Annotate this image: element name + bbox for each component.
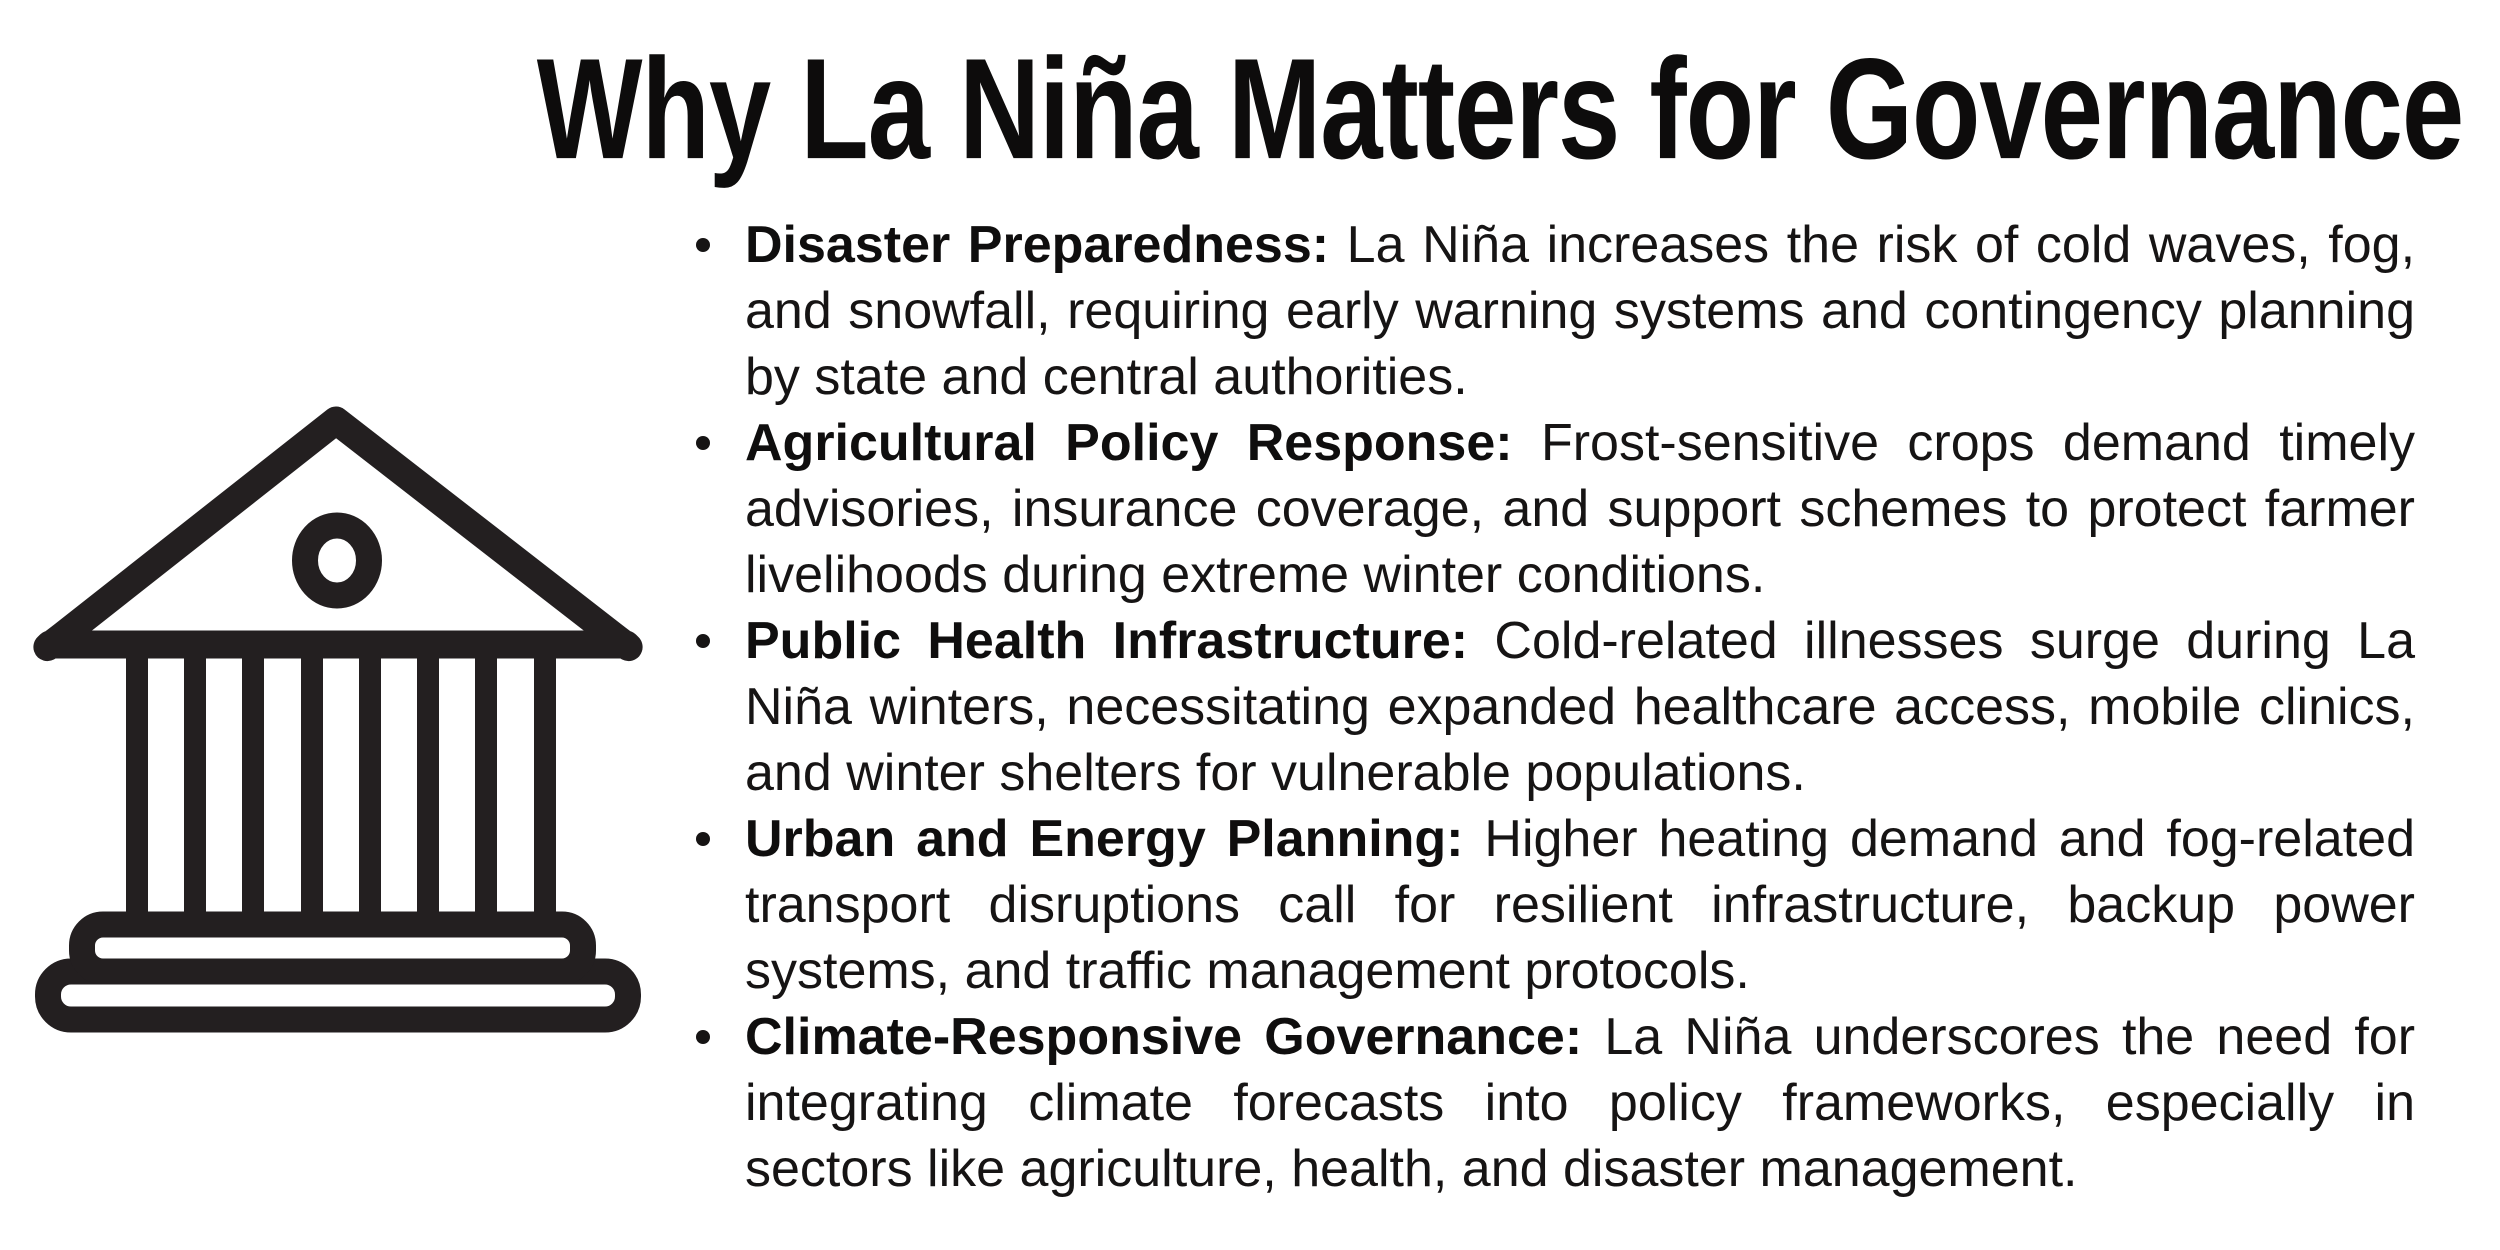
list-item-agricultural-policy [745, 410, 2415, 608]
list-item-urban-energy [745, 806, 2415, 1004]
list-item-climate-governance [745, 1004, 2415, 1202]
government-building-icon-svg [30, 393, 645, 1038]
bullet-lead: Agricultural Policy Response: [745, 414, 1513, 472]
bullet-lead: Public Health Infrastructure: [745, 612, 1469, 670]
building-base-steps [48, 925, 628, 1020]
bullet-text: Cold-related illnesses surge during La Niña winters, necessitating expanded healthcare access, mobile clinics, and winter shelters for vulnerable populations. [745, 612, 2415, 802]
bullet-text: Higher heating demand and fog-related transport disruptions call for resilient infrastructure, backup power systems, and traffic management protocols. [745, 810, 2415, 1000]
government-building-icon [30, 393, 645, 1038]
bullet-text: La Niña increases the risk of cold waves, fog, and snowfall, requiring early warning systems and contingency planning by state and central authorities. [745, 216, 2416, 406]
bullet-text: Frost-sensitive crops demand timely advisories, insurance coverage, and support schemes to protect farmer livelihoods during extreme winter conditions. [745, 414, 2415, 604]
list-item-disaster-preparedness [745, 212, 2415, 410]
governance-points-list [745, 212, 2415, 1202]
building-window-circle [305, 526, 369, 596]
bullet-text: La Niña underscores the need for integrating climate forecasts into policy frameworks, especially in sectors like agriculture, health, and disaster management. [745, 1008, 2416, 1198]
bullet-lead: Disaster Preparedness: [745, 216, 1330, 274]
bullet-lead: Climate-Responsive Governance: [745, 1008, 1583, 1066]
bullet-lead: Urban and Energy Planning: [745, 810, 1464, 868]
page-title: Why La Niña Matters for Governance [536, 28, 2464, 189]
building-columns [126, 646, 556, 938]
list-item-public-health [745, 608, 2415, 806]
